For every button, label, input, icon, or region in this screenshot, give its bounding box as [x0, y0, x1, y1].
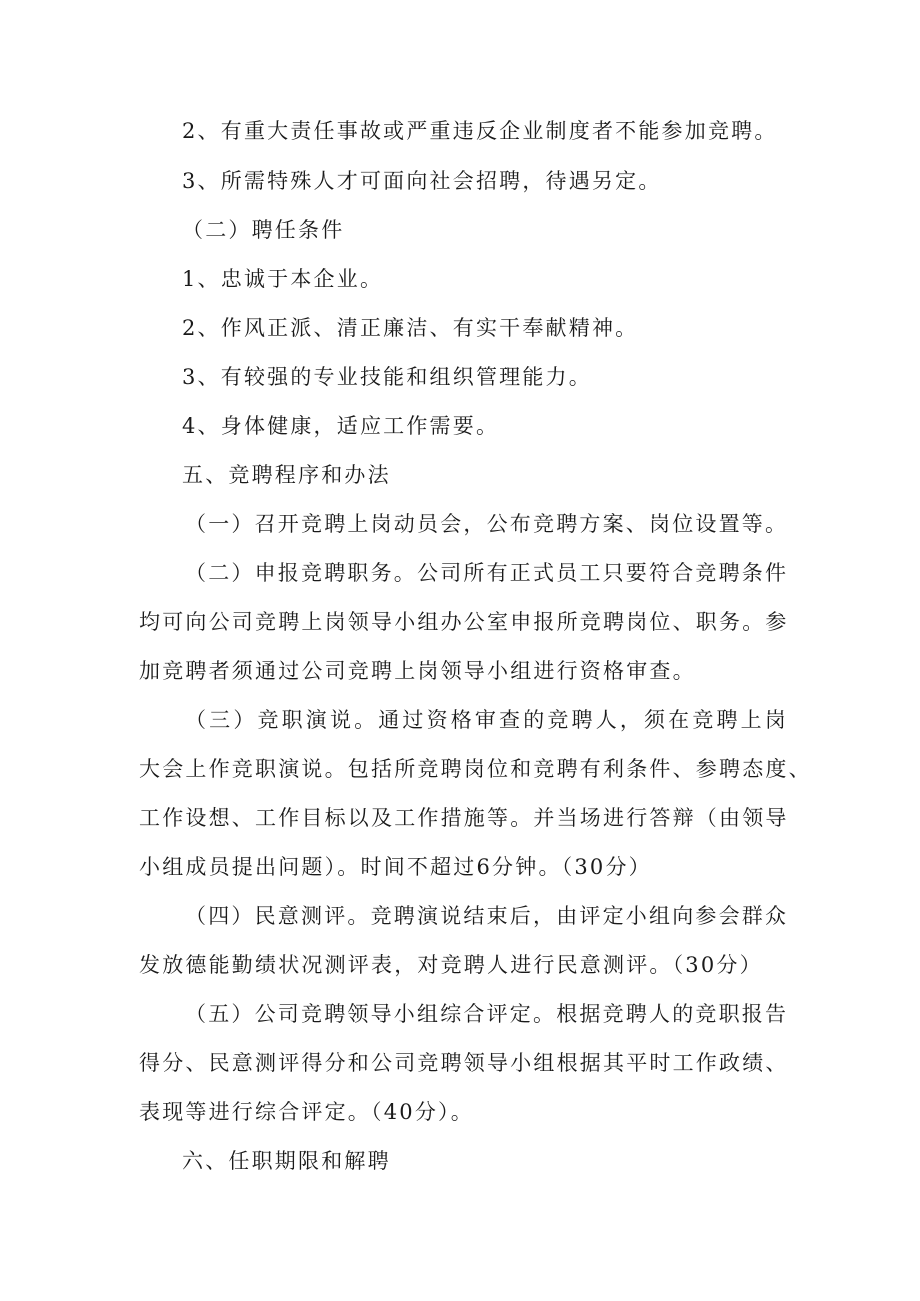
procedure-5-line-2: 得分、民意测评得分和公司竞聘领导小组根据其平时工作政绩、: [139, 1051, 789, 1075]
condition-4: 4、身体健康，适应工作需要。: [182, 414, 500, 438]
clause-3-special-talent: 3、所需特殊人才可面向社会招聘，待遇另定。: [182, 169, 662, 193]
procedure-2-line-2: 均可向公司竞聘上岗领导小组办公室申报所竞聘岗位、职务。参: [139, 610, 789, 634]
condition-1: 1、忠诚于本企业。: [182, 267, 384, 291]
procedure-4-line-1: （四）民意测评。竞聘演说结束后，由评定小组向参会群众: [185, 904, 789, 928]
procedure-3-line-3: 工作设想、工作目标以及工作措施等。并当场进行答辩（由领导: [139, 806, 789, 830]
condition-3: 3、有较强的专业技能和组织管理能力。: [182, 365, 592, 389]
procedure-4-line-2: 发放德能勤绩状况测评表，对竞聘人进行民意测评。（30分）: [139, 953, 763, 977]
clause-2-disqualification: 2、有重大责任事故或严重违反企业制度者不能参加竞聘。: [182, 119, 778, 143]
section-heading-term-dismissal: 六、任职期限和解聘: [182, 1149, 391, 1173]
procedure-5-line-3: 表现等进行综合评定。（40分）。: [139, 1100, 474, 1124]
procedure-2-line-1: （二）申报竞聘职务。公司所有正式员工只要符合竞聘条件: [185, 561, 789, 585]
section-heading-procedure: 五、竞聘程序和办法: [182, 463, 391, 487]
procedure-5-line-1: （五）公司竞聘领导小组综合评定。根据竞聘人的竞职报告: [185, 1002, 789, 1026]
condition-2: 2、作风正派、清正廉洁、有实干奉献精神。: [182, 316, 639, 340]
procedure-2-line-3: 加竞聘者须通过公司竞聘上岗领导小组进行资格审查。: [139, 659, 696, 683]
procedure-3-line-2: 大会上作竞职演说。包括所竞聘岗位和竞聘有利条件、参聘态度、: [139, 757, 812, 781]
procedure-3-line-4: 小组成员提出问题）。时间不超过6分钟。（30分）: [139, 855, 652, 879]
procedure-3-line-1: （三）竞职演说。通过资格审查的竞聘人，须在竞聘上岗: [185, 708, 788, 732]
procedure-1: （一）召开竞聘上岗动员会，公布竞聘方案、岗位设置等。: [185, 512, 789, 536]
section-heading-appointment-conditions: （二）聘任条件: [182, 218, 345, 242]
